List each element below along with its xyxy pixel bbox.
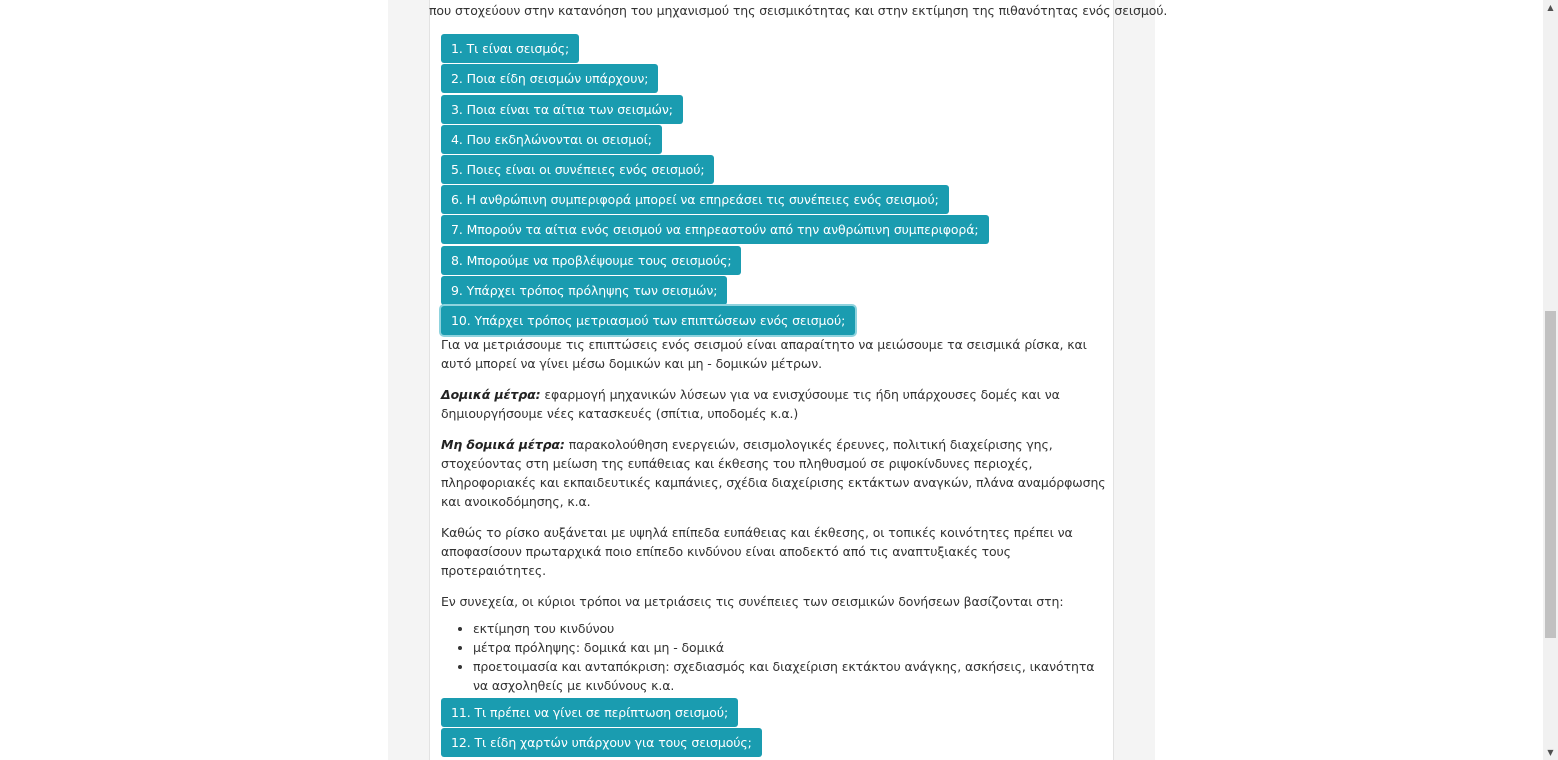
intro-text: που στοχεύουν στην κατανόηση του μηχανισμού της σεισμικότητας και στην εκτίμηση της πιθανότητας ενός σεισμού. [429, 3, 1168, 18]
nonstructural-measures-text: παρακολούθηση ενεργειών, σεισμολογικές έρευνες, πολιτική διαχείρισης γης, στοχεύοντας στη μείωση της ευπάθειας και έκθεσης του πληθυσμού σε ριψοκίνδυνες περιοχές, πληροφοριακές και εκπαιδευτικές καμπάνιες, σχέδια διαχείρισης εκτάκτων αναγκών, πλάνα αναμόρφωσης και ανοικοδόμησης, κ.α. [441, 437, 1106, 509]
accordion-toggle-9[interactable]: 9. Υπάρχει τρόπος πρόληψης των σεισμών; [441, 276, 727, 305]
scroll-down-icon[interactable]: ▼ [1547, 748, 1554, 757]
list-item: • εκτίμηση του κινδύνου [473, 619, 1106, 638]
structural-measures-label: Δομικά μέτρα: [441, 387, 541, 402]
paragraph-risk: Καθώς το ρίσκο αυξάνεται με υψηλά επίπεδα ευπάθειας και έκθεσης, οι τοπικές κοινότητες πρέπει να αποφασίσουν πρωταρχικά ποιο επίπεδο κινδύνου είναι αποδεκτό από τις αναπτυξιακές τους προτεραιότητες. [441, 525, 1073, 578]
accordion-toggle-10-active[interactable]: 10. Υπάρχει τρόπος μετριασμού των επιπτώσεων ενός σεισμού; [441, 306, 855, 335]
accordion-toggle-7[interactable]: 7. Μπορούν τα αίτια ενός σεισμού να επηρεαστούν από την ανθρώπινη συμπεριφορά; [441, 215, 989, 244]
accordion-toggle-6[interactable]: 6. Η ανθρώπινη συμπεριφορά μπορεί να επηρεάσει τις συνέπειες ενός σεισμού; [441, 185, 949, 214]
paragraph-intro: Για να μετριάσουμε τις επιπτώσεις ενός σεισμού είναι απαραίτητο να μειώσουμε τα σεισμικά ρίσκα, και αυτό μπορεί να γίνει μέσω δομικών και μη - δομικών μέτρων. [441, 337, 1087, 371]
vertical-scrollbar[interactable] [1543, 0, 1558, 760]
accordion-toggle-12[interactable]: 12. Τι είδη χαρτών υπάρχουν για τους σεισμούς; [441, 728, 762, 757]
accordion-toggle-3[interactable]: 3. Ποια είναι τα αίτια των σεισμών; [441, 95, 683, 124]
accordion-toggle-5[interactable]: 5. Ποιες είναι οι συνέπειες ενός σεισμού; [441, 155, 714, 184]
accordion-toggle-8[interactable]: 8. Μπορούμε να προβλέψουμε τους σεισμούς; [441, 246, 741, 275]
paragraph-nonstructural-measures [441, 435, 1106, 511]
list-item: • προετοιμασία και ανταπόκριση: σχεδιασμός και διαχείριση εκτάκτου ανάγκης, ασκήσεις, ικανότητα να ασχοληθείς με κινδύνους κ.α. [473, 657, 1106, 695]
accordion-toggle-2[interactable]: 2. Ποια είδη σεισμών υπάρχουν; [441, 64, 658, 93]
accordion-panel-10 [441, 335, 1106, 695]
scrollbar-thumb[interactable] [1545, 311, 1556, 638]
scroll-up-icon[interactable]: ▲ [1547, 3, 1554, 12]
structural-measures-text: εφαρμογή μηχανικών λύσεων για να ενισχύσουμε τις ήδη υπάρχουσες δομές και να δημιουργήσουμε νέες κατασκευές (σπίτια, υποδομές κ.α.) [441, 387, 1060, 421]
list-item: • μέτρα πρόληψης: δομικά και μη - δομικά [473, 638, 1106, 657]
accordion-toggle-11[interactable]: 11. Τι πρέπει να γίνει σε περίπτωση σεισμού; [441, 698, 738, 727]
bullet-list [441, 619, 1106, 695]
accordion-toggle-4[interactable]: 4. Που εκδηλώνονται οι σεισμοί; [441, 125, 662, 154]
paragraph-structural-measures [441, 385, 1106, 423]
paragraph-main-ways: Εν συνεχεία, οι κύριοι τρόποι να μετριάσεις τις συνέπειες των σεισμικών δονήσεων βασίζονται στη: [441, 594, 1064, 609]
accordion-toggle-1[interactable]: 1. Τι είναι σεισμός; [441, 34, 579, 63]
nonstructural-measures-label: Μη δομικά μέτρα: [441, 437, 565, 452]
